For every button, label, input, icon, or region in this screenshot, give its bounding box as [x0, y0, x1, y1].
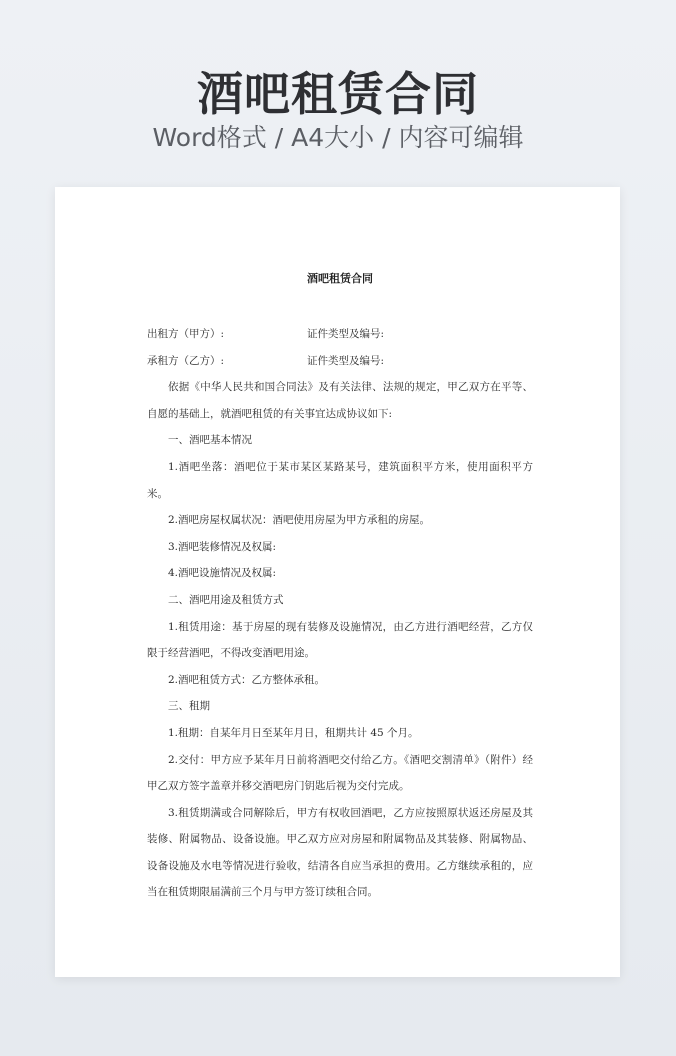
document-title: 酒吧租赁合同: [307, 272, 373, 285]
section-3-item-1: 1.租期：自某年月日至某年月日，租期共计 45 个月。: [168, 726, 419, 739]
section-1-item-1: 1.酒吧坐落：酒吧位于某市某区某路某号，建筑面积平方米，使用面积平方米。: [147, 460, 533, 500]
document-page: [55, 187, 620, 977]
section-3-item-3: 3.租赁期满或合同解除后，甲方有权收回酒吧，乙方应按照原状返还房屋及其装修、附属物品、设备设施。甲乙双方应对房屋和附属物品及其装修、附属物品、设备设施及水电等情况进行验收，结清各自应当承担的费用。乙方继续承租的，应当在租赁期限届满前三个月与甲方签订续租合同。: [147, 806, 533, 899]
lessor-row: [147, 321, 533, 348]
section-1-item-3: 3.酒吧装修情况及权属:: [168, 540, 277, 553]
lessee-row: [147, 348, 533, 375]
section-1-heading: 一、酒吧基本情况: [168, 434, 252, 447]
banner-subtitle: Word格式 / A4大小 / 内容可编辑: [152, 123, 524, 152]
banner-title: 酒吧租赁合同: [197, 67, 479, 121]
section-1-item-4: 4.酒吧设施情况及权属:: [168, 567, 277, 580]
section-3-heading: 三、租期: [168, 700, 210, 713]
lessor-label: 出租方（甲方）:: [147, 328, 225, 340]
intro-paragraph: 依据《中华人民共和国合同法》及有关法律、法规的规定，甲乙双方在平等、自愿的基础上，就酒吧租赁的有关事宜达成协议如下:: [147, 381, 533, 420]
document-body: [147, 321, 533, 906]
section-1-item-2: 2.酒吧房屋权属状况：酒吧使用房屋为甲方承租的房屋。: [168, 514, 431, 527]
lessor-id-label: 证件类型及编号:: [307, 328, 385, 340]
section-2-item-2: 2.酒吧租赁方式：乙方整体承租。: [168, 673, 326, 686]
section-3-item-2: 2.交付：甲方应予某年月日前将酒吧交付给乙方。《酒吧交割清单》（附件）经甲乙双方签字盖章并移交酒吧房门钥匙后视为交付完成。: [147, 753, 533, 793]
lessee-label: 承租方（乙方）:: [147, 354, 225, 367]
section-2-item-1: 1.租赁用途：基于房屋的现有装修及设施情况，由乙方进行酒吧经营，乙方仅限于经营酒吧，不得改变酒吧用途。: [147, 620, 533, 660]
lessee-id-label: 证件类型及编号:: [307, 354, 385, 367]
section-2-heading: 二、酒吧用途及租赁方式: [168, 593, 284, 606]
